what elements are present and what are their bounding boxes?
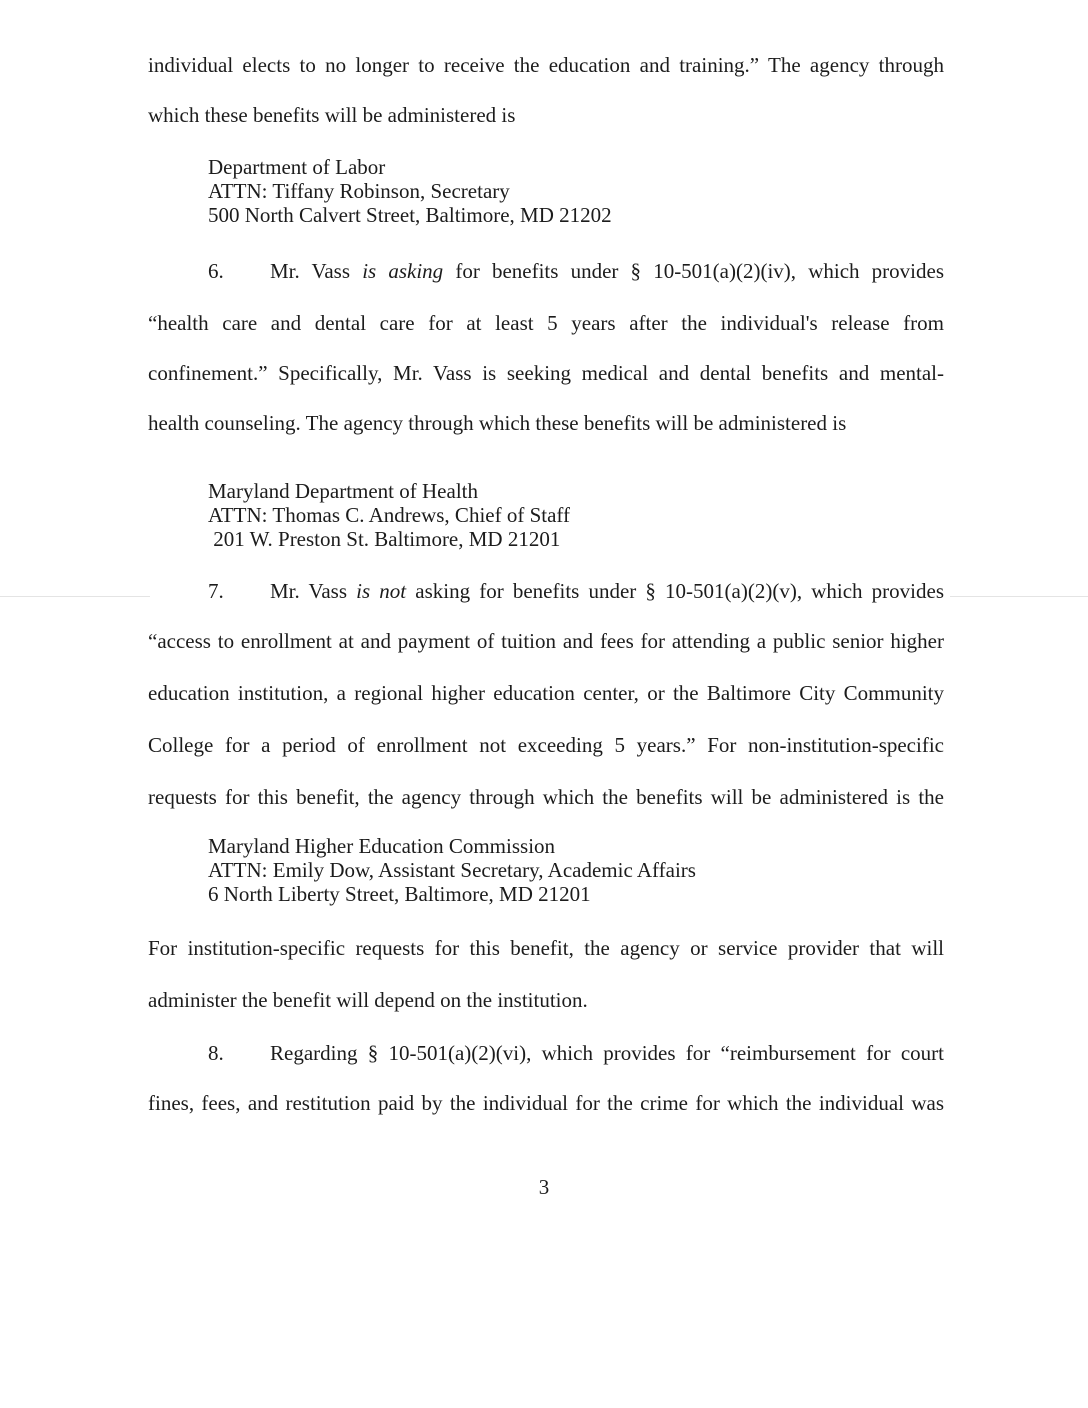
text-line: education institution, a regional higher education center, or the Baltimore City Community (148, 681, 944, 705)
agency-street: 201 W. Preston St. Baltimore, MD 21201 (208, 527, 561, 551)
text-span: asking for benefits under § 10-501(a)(2)(v), which provides (406, 579, 944, 603)
agency-name: Department of Labor (208, 155, 386, 179)
text-line: which these benefits will be administered is (148, 103, 516, 127)
page-number: 3 (538, 1175, 550, 1199)
agency-name: Maryland Higher Education Commission (208, 834, 556, 858)
address-block-labor (208, 155, 612, 227)
text-line: administer the benefit will depend on the institution. (148, 988, 588, 1012)
text-span: Mr. Vass (270, 579, 357, 603)
text-line: fines, fees, and restitution paid by the individual for the crime for which the individual was (148, 1091, 944, 1115)
text-line: requests for this benefit, the agency through which the benefits will be administered is the (148, 785, 944, 809)
scan-artifact-left (0, 596, 150, 597)
emphasis-text: is asking (362, 259, 444, 283)
text-span: Mr. Vass (270, 259, 363, 283)
paragraph-number: 6. (208, 259, 224, 283)
paragraph-number: 8. (208, 1041, 224, 1065)
text-span: for benefits under § 10-501(a)(2)(iv), which provides (443, 259, 944, 283)
text-line: “health care and dental care for at least 5 years after the individual's release from (148, 311, 944, 335)
text-line: confinement.” Specifically, Mr. Vass is seeking medical and dental benefits and mental- (148, 361, 944, 385)
paragraph-7-first-line (208, 578, 944, 604)
address-block-health (208, 479, 570, 551)
text-line: health counseling. The agency through which these benefits will be administered is (148, 411, 847, 435)
agency-attention: ATTN: Tiffany Robinson, Secretary (208, 179, 510, 203)
scan-artifact-right (950, 596, 1088, 597)
text-line: College for a period of enrollment not exceeding 5 years.” For non-institution-specific (148, 733, 944, 757)
agency-attention: ATTN: Thomas C. Andrews, Chief of Staff (208, 503, 571, 527)
text-line: “access to enrollment at and payment of tuition and fees for attending a public senior higher (148, 629, 944, 653)
address-block-mhec (208, 834, 696, 906)
agency-street: 6 North Liberty Street, Baltimore, MD 21201 (208, 882, 591, 906)
paragraph-number: 7. (208, 579, 224, 603)
agency-name: Maryland Department of Health (208, 479, 478, 503)
paragraph-6-first-line (208, 258, 944, 284)
paragraph-8-first-line (208, 1040, 944, 1066)
emphasis-text: is not (356, 579, 407, 603)
text-span: Regarding § 10-501(a)(2)(vi), which provides for “reimbursement for court (270, 1041, 944, 1065)
text-line: individual elects to no longer to receive the education and training.” The agency through (148, 53, 944, 77)
agency-attention: ATTN: Emily Dow, Assistant Secretary, Academic Affairs (208, 858, 696, 882)
text-line: For institution-specific requests for this benefit, the agency or service provider that will (148, 936, 944, 960)
agency-street: 500 North Calvert Street, Baltimore, MD 21202 (208, 203, 612, 227)
